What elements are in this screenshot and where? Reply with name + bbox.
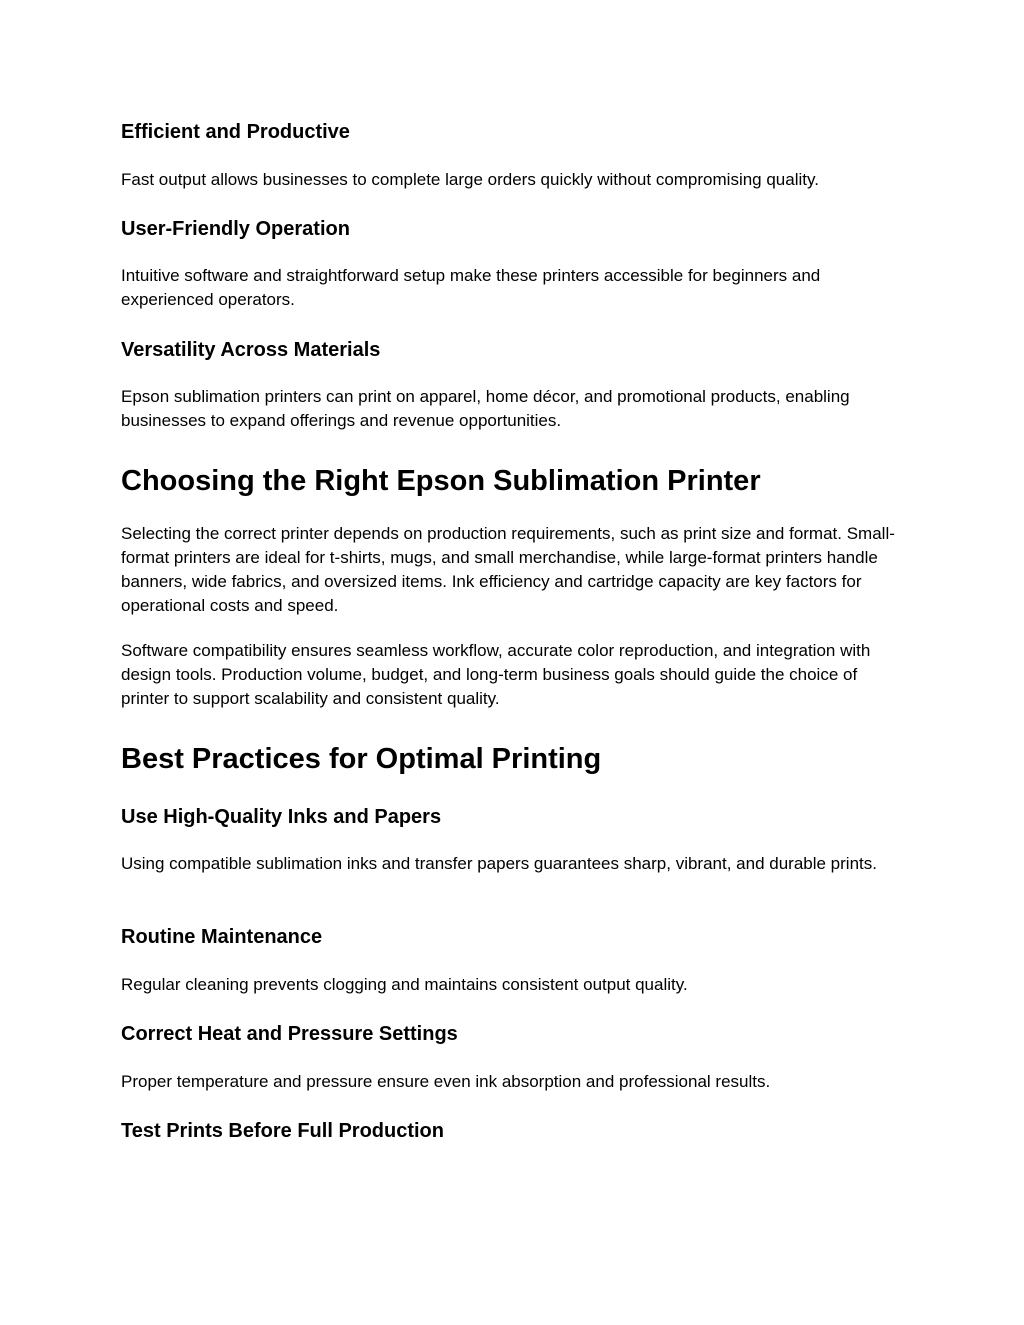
paragraph: Epson sublimation printers can print on apparel, home décor, and promotional products, enabling businesses to expand offerings and revenue opportunities. xyxy=(121,387,850,430)
subheading: Routine Maintenance xyxy=(121,926,323,948)
section-heading: Choosing the Right Epson Sublimation Printer xyxy=(121,465,761,497)
subheading: Test Prints Before Full Production xyxy=(121,1120,444,1142)
paragraph: Regular cleaning prevents clogging and maintains consistent output quality. xyxy=(121,975,688,994)
subheading: User-Friendly Operation xyxy=(121,218,350,240)
paragraph: Software compatibility ensures seamless workflow, accurate color reproduction, and integration with design tools. Production volume, budget, and long-term business goals should guide the choice of printer to support scalability and consistent quality. xyxy=(121,641,871,708)
subheading: Efficient and Productive xyxy=(121,121,350,143)
subheading: Use High-Quality Inks and Papers xyxy=(121,806,442,828)
paragraph: Proper temperature and pressure ensure even ink absorption and professional results. xyxy=(121,1072,771,1091)
paragraph: Selecting the correct printer depends on production requirements, such as print size and format. Small-format printers are ideal for t-shirts, mugs, and small merchandise, while large-format printers handle banners, wide fabrics, and oversized items. Ink efficiency and cartridge capacity are key factors for operational costs and speed. xyxy=(121,524,895,615)
paragraph: Using compatible sublimation inks and transfer papers guarantees sharp, vibrant, and durable prints. xyxy=(121,854,877,873)
subheading: Versatility Across Materials xyxy=(121,339,381,361)
section-heading: Best Practices for Optimal Printing xyxy=(121,743,602,775)
subheading: Correct Heat and Pressure Settings xyxy=(121,1023,458,1045)
paragraph: Fast output allows businesses to complete large orders quickly without compromising quality. xyxy=(121,170,819,189)
paragraph: Intuitive software and straightforward setup make these printers accessible for beginners and experienced operators. xyxy=(121,266,821,309)
